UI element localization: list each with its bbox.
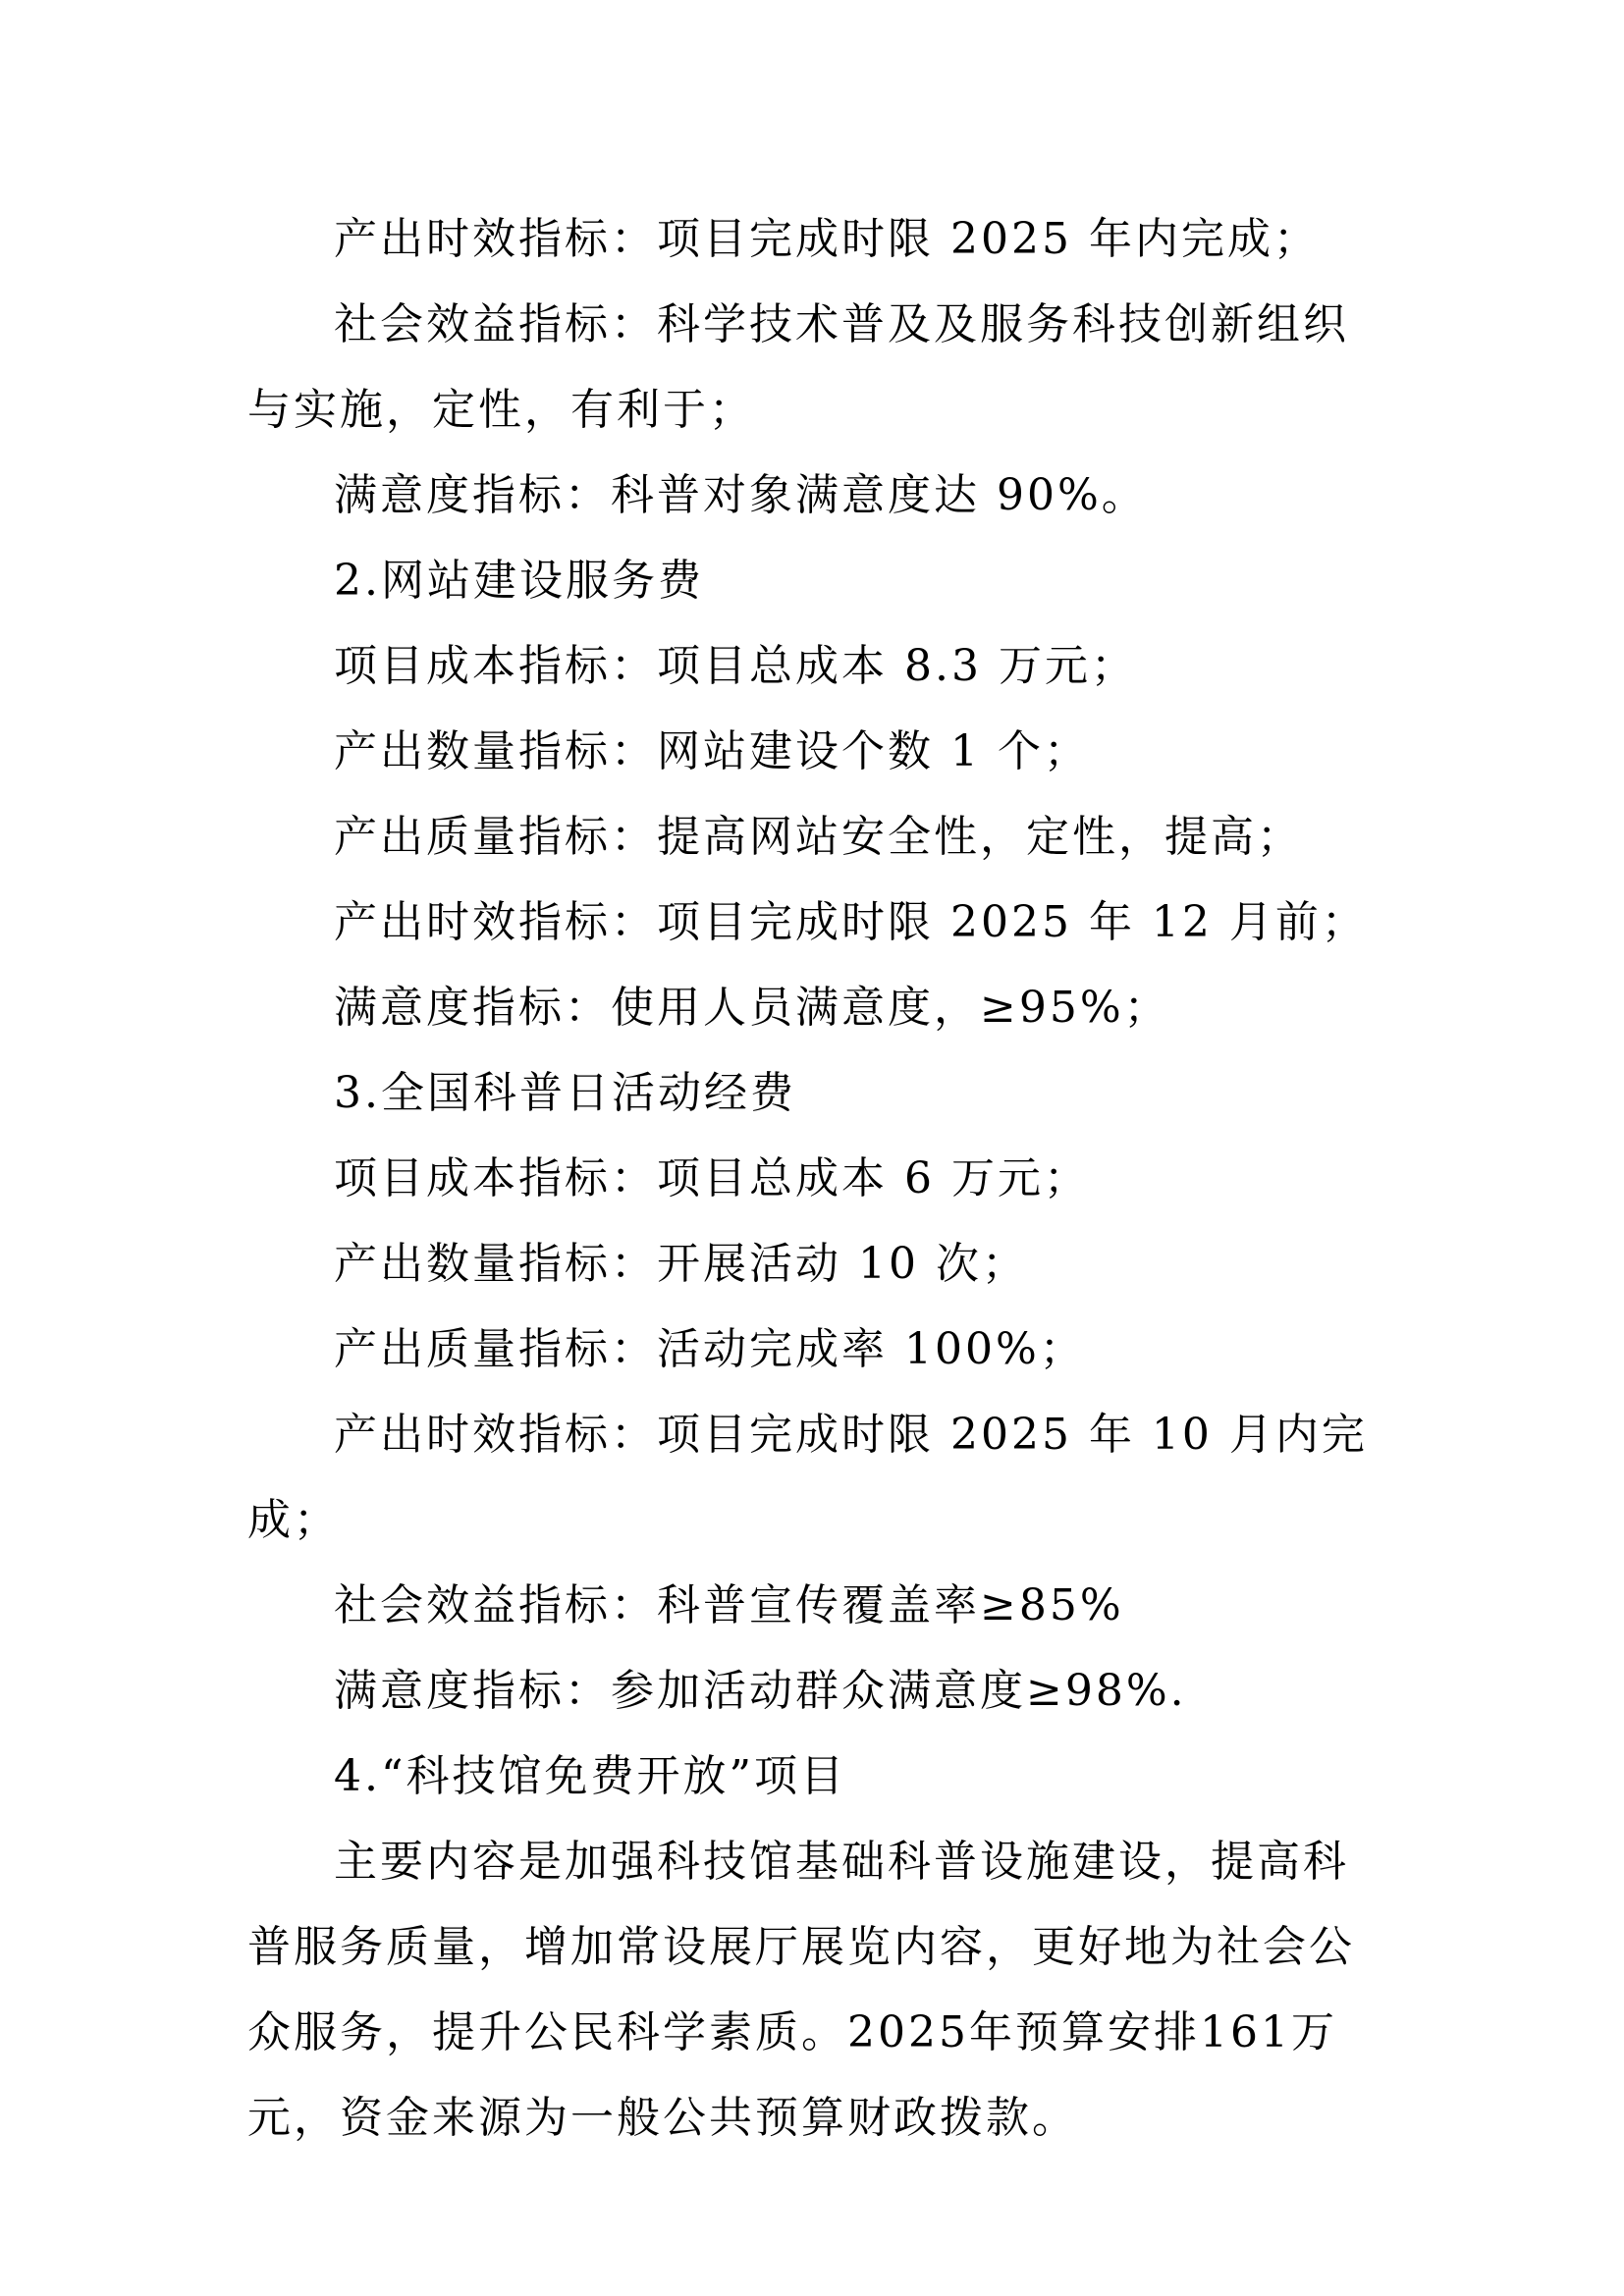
paragraph: 社会效益指标：科普宣传覆盖率≥85% (334, 1580, 1124, 1630)
paragraph: 满意度指标：科普对象满意度达 90%。 (334, 470, 1148, 520)
paragraph: 主要内容是加强科技馆基础科普设施建设，提高科普服务质量，增加常设展厅展览内容，更好地为社会公众服务，提升公民科学素质。2025年预算安排161万元，资金来源为一般公共预算财政拨款。 (247, 1837, 1355, 2143)
paragraph: 满意度指标：使用人员满意度，≥95%； (334, 983, 1170, 1033)
paragraph: 产出数量指标：开展活动 10 次； (334, 1239, 1028, 1289)
paragraph: 产出数量指标：网站建设个数 1 个； (334, 726, 1090, 776)
document-body (247, 196, 1386, 2161)
paragraph: 产出时效指标：项目完成时限 2025 年 12 月前； (334, 897, 1368, 947)
section-heading: 2.网站建设服务费 (334, 556, 704, 606)
paragraph: 产出质量指标：活动完成率 100%； (334, 1324, 1086, 1374)
section-heading: 4.“科技馆免费开放”项目 (334, 1751, 846, 1801)
paragraph: 产出时效指标：项目完成时限 2025 年 10 月内完成； (247, 1410, 1368, 1545)
paragraph: 社会效益指标：科学技术普及及服务科技创新组织与实施，定性，有利于； (247, 299, 1349, 435)
paragraph: 满意度指标：参加活动群众满意度≥98%. (334, 1666, 1187, 1716)
section-heading: 3.全国科普日活动经费 (334, 1068, 796, 1118)
paragraph: 产出时效指标：项目完成时限 2025 年内完成； (334, 214, 1320, 264)
paragraph: 项目成本指标：项目总成本 8.3 万元； (334, 641, 1137, 691)
paragraph: 项目成本指标：项目总成本 6 万元； (334, 1153, 1090, 1203)
paragraph: 产出质量指标：提高网站安全性，定性，提高； (334, 812, 1303, 862)
